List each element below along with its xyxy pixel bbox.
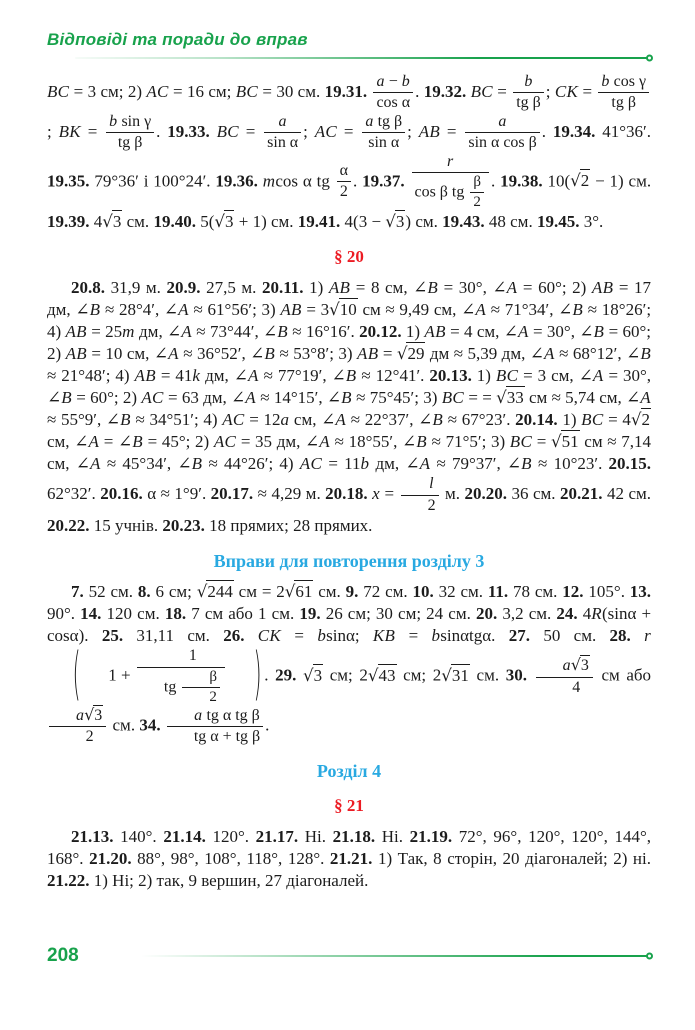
fraction: $\frac{\alpha}{2}$ — [337, 162, 351, 202]
footer-rule — [141, 955, 651, 957]
section-20-heading: § 20 — [334, 247, 364, 267]
footer-rule-end-circle-icon — [646, 953, 653, 960]
answers-content — [47, 73, 651, 892]
square-root: √29 — [396, 344, 425, 364]
fraction: $\frac{\text{a tg β}}{\text{sin α}}$ — [362, 113, 405, 153]
fraction: $\frac{a}{\text{sin α cos β}}$ — [465, 113, 539, 153]
square-root: √61 — [284, 582, 313, 602]
square-root: √3 — [102, 212, 122, 232]
square-root: √244 — [196, 582, 233, 602]
square-root: √31 — [441, 665, 469, 685]
square-root: √3 — [385, 212, 405, 232]
parenthesized-expression: ( 1 + 1 tg $\frac{\beta}{2}$ ) — [72, 641, 262, 710]
square-root: √3 — [570, 655, 589, 675]
section-21-heading: § 21 — [334, 795, 364, 815]
square-root: √43 — [367, 665, 396, 685]
header-rule — [75, 57, 651, 59]
square-root: √51 — [551, 432, 579, 452]
fraction: $\frac{b}{\text{tg β}}$ — [513, 73, 544, 113]
answers-paragraph-21: 21.13. 140°. 21.14. 120°. 21.17. Ні. 21.18. Ні. 21.19. 72°, 96°, 120°, 120°, 144°, 168°. 21.20. 88°, 98°, 108°, 118°, 128°. 21.21. 1) Так, 8 сторін, 20 діагоналей; 2) ні. 21.22. 1) Ні; 2) так, 9 вершин, 27 діагоналей. — [47, 826, 651, 890]
fraction: $\frac{a√3}{4}$ — [536, 656, 593, 697]
header-rule-end-circle-icon — [646, 55, 653, 62]
square-root: √3 — [214, 212, 234, 232]
answers-paragraph-20: 20.8. 31,9 м. 20.9. 27,5 м. 20.11. 1) AB = 8 см, ∠B = 30°, ∠A = 60°; 2) AB = 17 дм, ∠B ≈ 28°4′, ∠A ≈ 61°56′; 3) AB = 3√10 см ≈ 9,49 см, ∠A ≈ 71°34′, ∠B ≈ 18°26′; 4) AB = 25m дм, ∠A ≈ 73°44′, ∠B ≈ 16°16′. 20.12. 1) AB = 4 см, ∠A = 30°, ∠B = 60°; 2) AB = 10 см, ∠A ≈ 36°52′, ∠B ≈ 53°8′; 3) AB = √29 дм ≈ 5,39 дм, ∠A ≈ 68°12′, ∠B ≈ 21°48′; 4) AB = 41k дм, ∠A ≈ 77°19′, ∠B ≈ 12°41′. 20.13. 1) BC = 3 см, ∠A = 30°, ∠B = 60°; 2) AC = 63 дм, ∠A ≈ 14°15′, ∠B ≈ 75°45′; 3) BC = = √33 см ≈ 5,74 см, ∠A ≈ 55°9′, ∠B ≈ 34°51′; 4) AC = 12a см, ∠A ≈ 22°37′, ∠B ≈ 67°23′. 20.14. 1) BC = 4√2 см, ∠A = ∠B = 45°; 2) AC = 35 дм, ∠A ≈ 18°55′, ∠B ≈ 71°5′; 3) BC = √51 см ≈ 7,14 см, ∠A ≈ 45°34′, ∠B ≈ 44°26′; 4) AC = 11b дм, ∠A ≈ 79°37′, ∠B ≈ 10°23′. 20.15. 62°32′. 20.16. α ≈ 1°9′. 20.17. ≈ 4,29 м. 20.18. x = $\frac{l}{2}$ м. 20.20. 36 см. 20.21. 42 см. 20.22. 15 учнів. 20.23. 18 прямих; 28 прямих. — [47, 278, 652, 536]
page-footer — [47, 946, 651, 966]
answers-paragraph-19: BC = 3 см; 2) AC = 16 см; BC = 30 см. 19.31. $\frac{a - b}{\text{cos α}}$ . 19.32. BC = $\frac{b}{\text{tg β}}$ ; CK = $\frac{\text{b cos γ}}{\text{tg β}}$ ; BK = $\frac{\text{b sin γ}}{\text{tg β}}$ . 19.33. BC = $\frac{a}{\text{sin α}}$ ; AC = $\frac{\text{a tg β}}{\text{sin α}}$ ; AB = $\frac{a}{\text{sin α cos β}}$ . 19.34. 41°36′. 19.35. 79°36′ і 100°24′. 19.36. mcos α tg $\frac{\alpha}{2}$ . 19.37. r cos β tg $\frac{\beta}{2}$ . 19.38. 10(√2 − 1) см. 19.39. 4√3 см. 19.40. 5(√3 + 1) см. 19.41. 4(3 − √3) см. 19.43. 48 см. 19.45. 3°. — [47, 73, 652, 232]
square-root: √3 — [303, 665, 323, 685]
chapter-4-heading: Розділ 4 — [316, 760, 382, 781]
page-number: 208 — [47, 945, 79, 966]
fraction: 1 tg $\frac{\beta}{2}$ — [137, 647, 225, 706]
fraction: $\frac{a}{\text{sin α}}$ — [264, 113, 301, 153]
review-answers-paragraph: 7. 52 см. 8. 6 см; √244 см = 2√61 см. 9. 72 см. 10. 32 см. 11. 78 см. 12. 105°. 13. 90°. 14. 120 см. 18. 7 см або 1 см. 19. 26 см; 30 см; 24 см. 20. 3,2 см. 24. 4R(sinα + cosα). 25. 31,11 см. 26. CK = bsinα; KB = bsinαtgα. 27. 50 см. 28. r ( 1 + 1 tg $\frac{\beta}{2}$ ) . 29. √3 см; 2√43 см; 2√31 см. 30. $\frac{a√3}{4}$ см або $\frac{a√3}{2}$ см. 34. $\frac{\text{a tg α tg β}}{\text{tg α + tg β}}$ . — [47, 582, 652, 746]
fraction: $\frac{a - b}{\text{cos α}}$ — [373, 73, 413, 113]
square-root: √33 — [496, 388, 524, 408]
fraction: $\frac{\text{b sin γ}}{\text{tg β}}$ — [106, 113, 154, 153]
fraction: $\frac{\beta}{2}$ — [470, 174, 484, 212]
fraction: $\frac{a√3}{2}$ — [49, 706, 106, 747]
square-root: √3 — [84, 705, 103, 725]
fraction: r cos β tg $\frac{\beta}{2}$ — [412, 153, 489, 212]
page-header — [47, 30, 651, 59]
fraction: $\frac{\beta}{2}$ — [182, 669, 220, 707]
square-root: √10 — [329, 300, 357, 320]
fraction: $\frac{l}{2}$ — [401, 475, 439, 515]
review-exercises-heading: Вправи для повторення розділу 3 — [213, 551, 485, 572]
fraction: $\frac{\text{b cos γ}}{\text{tg β}}$ — [598, 73, 649, 113]
square-root: √2 — [630, 410, 651, 430]
square-root: √2 — [570, 170, 590, 190]
header-title: Відповіді та поради до вправ — [47, 30, 308, 49]
fraction: $\frac{\text{a tg α tg β}}{\text{tg α + tg β}}$ — [167, 707, 263, 747]
